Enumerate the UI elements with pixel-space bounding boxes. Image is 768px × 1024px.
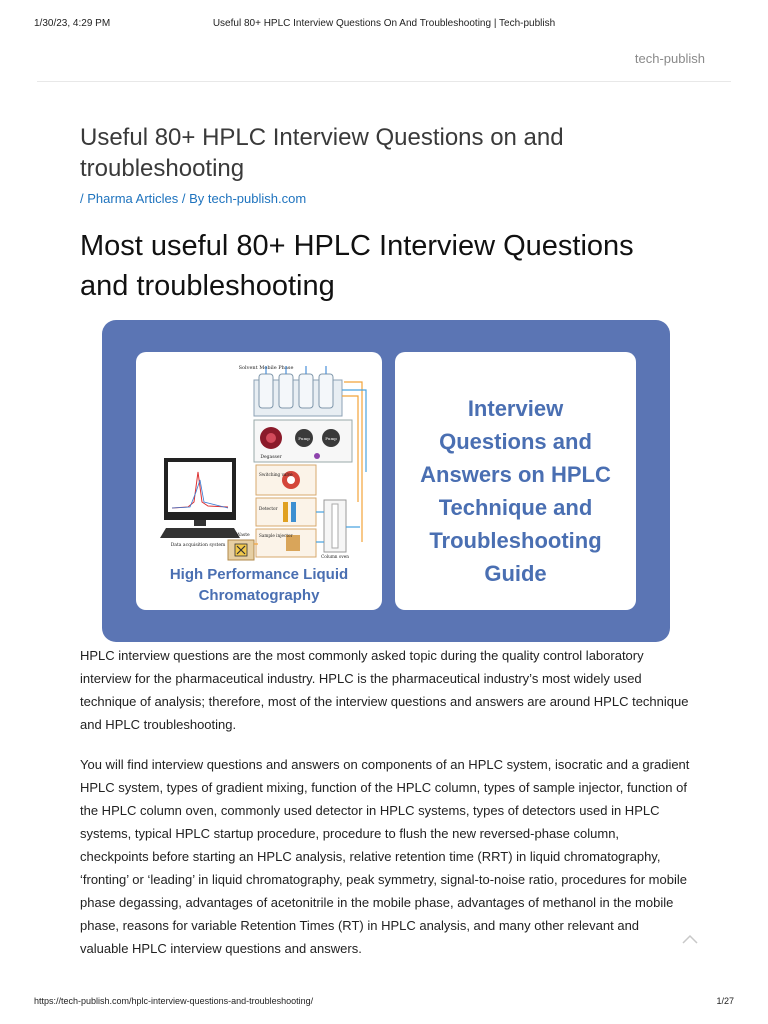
- print-header: [34, 18, 734, 32]
- data-system-label: Data acquisition system: [170, 543, 226, 548]
- bottle-a-icon: [259, 374, 273, 408]
- diagram-caption-line-2: Chromatography: [198, 587, 320, 604]
- post-meta: [80, 191, 306, 206]
- meta-separator: / By: [178, 191, 208, 206]
- guide-title-line: Technique and: [438, 495, 593, 520]
- bottle-c-icon: [299, 374, 313, 408]
- solvent-label: Solvent Mobile Phase: [238, 365, 294, 371]
- article-banner-image: [102, 320, 670, 642]
- meta-prefix: /: [80, 191, 88, 206]
- site-logo-text[interactable]: tech-publish: [634, 51, 705, 66]
- degasser-label: Degasser: [260, 455, 282, 460]
- pump-a-label: Pump: [298, 436, 310, 441]
- header-divider: [37, 81, 731, 82]
- chevron-up-icon: [680, 932, 700, 946]
- intro-paragraph: HPLC interview questions are the most commonly asked topic during the quality control laboratory interview for the pharmaceutical industry. HPLC is the pharmaceutical industry’s most widely used technique of analysis; therefore, most of the interview questions and answers are around HPLC technique and HPLC troubleshooting.: [80, 648, 689, 732]
- bottle-b-icon: [279, 374, 293, 408]
- bottle-d-icon: [319, 374, 333, 408]
- scroll-to-top-button[interactable]: [680, 932, 700, 946]
- hplc-diagram-card: [136, 352, 382, 610]
- print-footer: [34, 996, 734, 1008]
- category-link[interactable]: Pharma Articles: [87, 191, 179, 206]
- guide-title-line: Questions and: [439, 429, 592, 454]
- print-page-number: 1/27: [716, 996, 734, 1006]
- switching-valve-label: Switching valve: [259, 472, 293, 477]
- diagram-caption: [136, 564, 382, 606]
- pump-b-label: Pump: [325, 436, 337, 441]
- hplc-system-diagram: [136, 352, 382, 562]
- guide-title-line: Answers on HPLC: [420, 462, 611, 487]
- print-page-title: Useful 80+ HPLC Interview Questions On And Troubleshooting | Tech-publish: [212, 18, 556, 29]
- print-url: https://tech-publish.com/hplc-interview-questions-and-troubleshooting/: [34, 996, 314, 1006]
- topics-paragraph: You will find interview questions and answers on components of an HPLC system, isocratic and a gradient HPLC system, types of gradient mixing, function of the HPLC column, types of sample injector, function of the HPLC column oven, commonly used detector in HPLC systems, types of detectors used in HPLC systems, typical HPLC startup procedure, procedure to flush the new reversed-phase column, checkpoints before starting an HPLC analysis, relative retention time (RRT) in liquid chromatography, ‘fronting’ or ‘leading’ in liquid chromatography, peak symmetry, signal-to-noise ratio, procedures for mobile phase degassing, advantages of acetonitrile in the mobile phase, advantages of methanol in the mobile phase, reasons for variable Retention Times (RT) in HPLC analysis, and many other relevant and valuable HPLC interview questions and answers.: [80, 757, 690, 956]
- keyboard-icon: [160, 528, 240, 538]
- guide-title-card: [395, 352, 636, 610]
- waste-label: Waste: [236, 533, 250, 538]
- guide-title: [405, 392, 626, 590]
- guide-title-line: Troubleshooting: [429, 528, 602, 553]
- column-oven-label: Column oven: [321, 554, 349, 559]
- guide-title-line: Interview: [467, 396, 564, 421]
- print-date: 1/30/23, 4:29 PM: [34, 18, 111, 29]
- guide-title-line: Guide: [484, 561, 547, 586]
- post-title: Useful 80+ HPLC Interview Questions on and troubleshooting: [80, 124, 564, 182]
- sample-injector-label: Sample injector: [259, 533, 293, 538]
- detector-label: Detector: [259, 506, 278, 511]
- diagram-caption-line-1: High Performance Liquid: [169, 566, 349, 583]
- article-heading: Most useful 80+ HPLC Interview Questions and troubleshooting: [80, 230, 634, 302]
- author-link[interactable]: tech-publish.com: [207, 191, 307, 206]
